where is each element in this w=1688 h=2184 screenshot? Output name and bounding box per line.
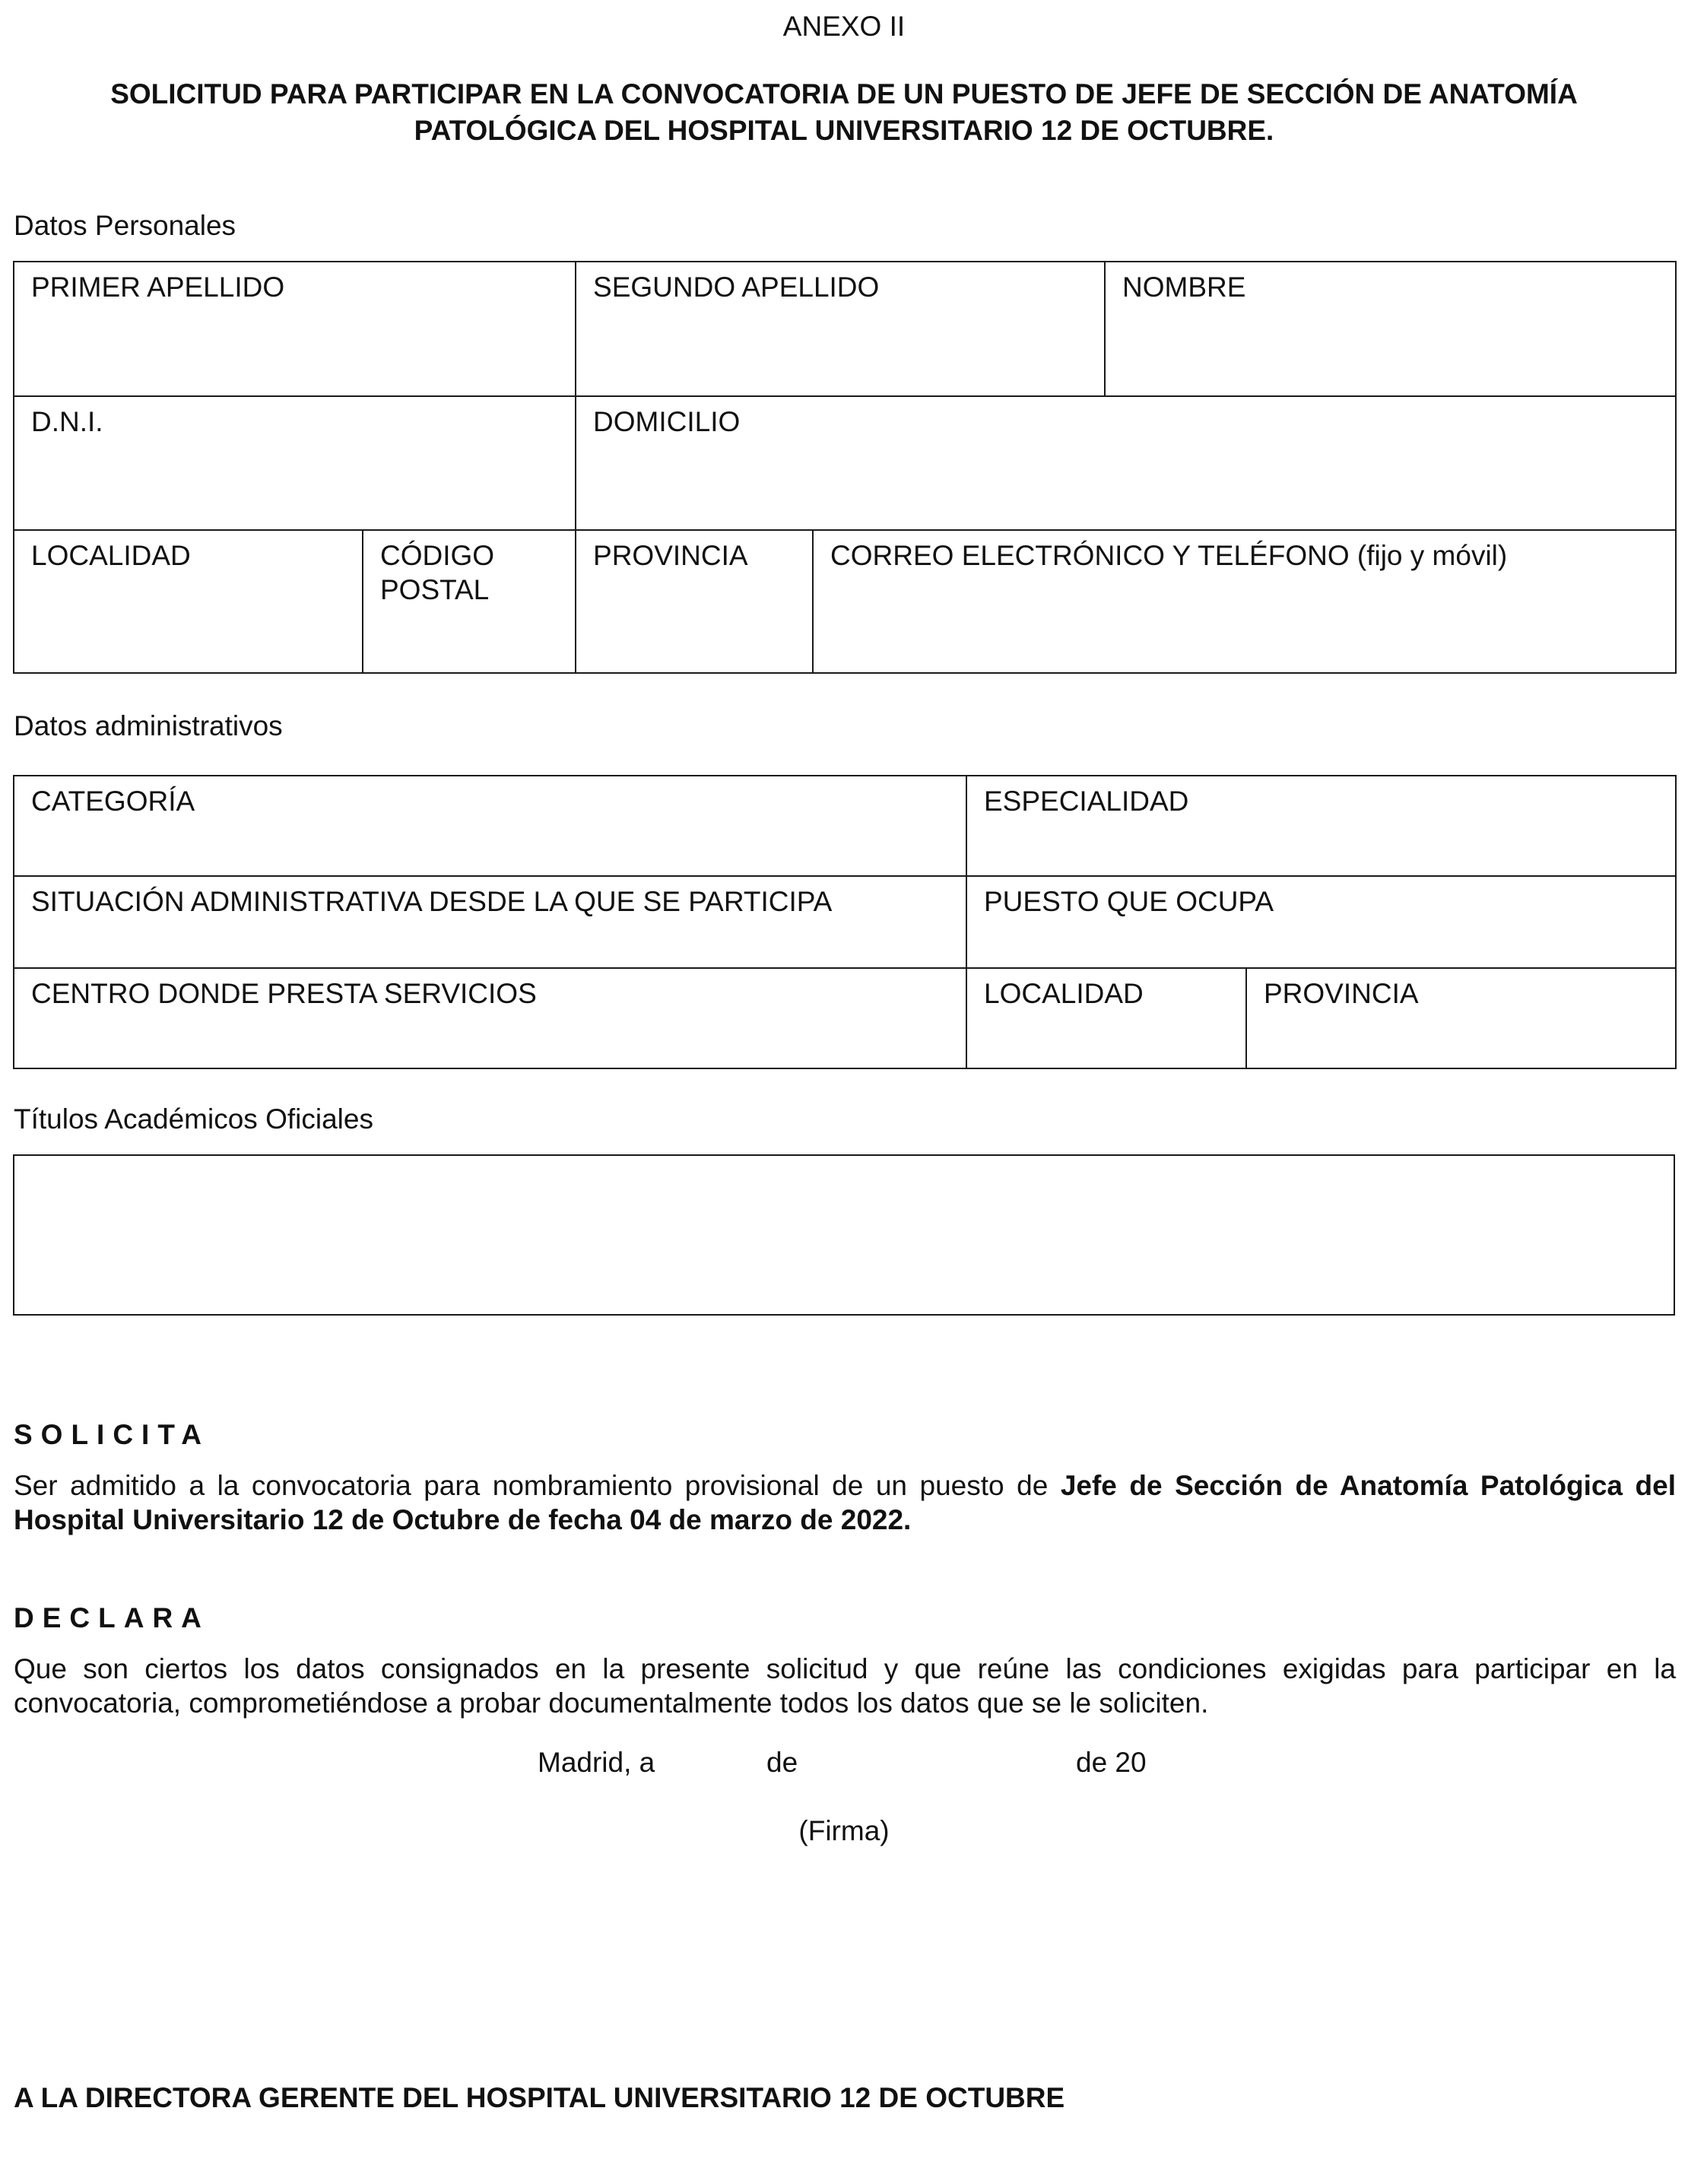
field-provincia[interactable] bbox=[576, 530, 813, 673]
form-title bbox=[68, 76, 1620, 149]
administrative-data-table bbox=[13, 775, 1677, 1069]
annex-label: ANEXO II bbox=[782, 11, 906, 42]
field-situacion-administrativa[interactable] bbox=[14, 876, 966, 968]
field-especialidad-label: ESPECIALIDAD bbox=[984, 786, 1189, 817]
field-titulos-academicos[interactable] bbox=[14, 1155, 1674, 1315]
date-de-label-2: de 20 bbox=[1076, 1747, 1147, 1778]
field-segundo-apellido[interactable] bbox=[576, 262, 1105, 396]
field-categoria[interactable] bbox=[14, 776, 966, 876]
solicita-text-plain: Ser admitido a la convocatoria para nombramiento provisional de un puesto de bbox=[14, 1470, 1061, 1501]
form-title-line-1: SOLICITUD PARA PARTICIPAR EN LA CONVOCATORIA DE UN PUESTO DE JEFE DE SECCIÓN DE ANATOMÍA bbox=[110, 78, 1578, 110]
declara-text: Que son ciertos los datos consignados en la presente solicitud y que reúne las condiciones exigidas para participar en la convocatoria, comprometiéndose a probar documentalmente todos los datos que se le soliciten. bbox=[14, 1653, 1676, 1719]
field-codigo-postal-label-2: POSTAL bbox=[380, 574, 490, 605]
personal-data-table bbox=[13, 261, 1677, 674]
field-primer-apellido[interactable] bbox=[14, 262, 576, 396]
date-madrid-label: Madrid, a bbox=[538, 1747, 655, 1778]
field-admin-localidad[interactable] bbox=[966, 968, 1246, 1068]
administrative-data-label: Datos administrativos bbox=[14, 710, 283, 741]
field-admin-localidad-label: LOCALIDAD bbox=[984, 978, 1144, 1009]
addressee: A LA DIRECTORA GERENTE DEL HOSPITAL UNIVERSITARIO 12 DE OCTUBRE bbox=[14, 2082, 1065, 2113]
field-localidad-label: LOCALIDAD bbox=[31, 540, 191, 571]
solicita-heading: SOLICITA bbox=[14, 1419, 210, 1450]
field-correo-telefono[interactable] bbox=[813, 530, 1676, 673]
academic-titles-label: Títulos Académicos Oficiales bbox=[14, 1103, 373, 1135]
field-puesto-que-ocupa-label: PUESTO QUE OCUPA bbox=[984, 886, 1274, 917]
field-puesto-que-ocupa[interactable] bbox=[966, 876, 1676, 968]
field-correo-telefono-label: CORREO ELECTRÓNICO Y TELÉFONO (fijo y móvil) bbox=[830, 540, 1508, 571]
form-title-line-2: PATOLÓGICA DEL HOSPITAL UNIVERSITARIO 12 DE OCTUBRE. bbox=[414, 115, 1274, 146]
declara-heading: DECLARA bbox=[14, 1602, 210, 1633]
field-domicilio-label: DOMICILIO bbox=[593, 406, 741, 437]
academic-titles-table bbox=[13, 1154, 1675, 1316]
field-codigo-postal[interactable] bbox=[363, 530, 576, 673]
field-dni-label: D.N.I. bbox=[31, 406, 103, 437]
field-especialidad[interactable] bbox=[966, 776, 1676, 876]
field-domicilio[interactable] bbox=[576, 396, 1676, 530]
field-situacion-administrativa-label: SITUACIÓN ADMINISTRATIVA DESDE LA QUE SE PARTICIPA bbox=[31, 886, 833, 917]
solicita-text bbox=[14, 1468, 1676, 1537]
personal-data-label: Datos Personales bbox=[14, 210, 236, 241]
field-admin-provincia-label: PROVINCIA bbox=[1264, 978, 1419, 1009]
field-nombre-label: NOMBRE bbox=[1122, 271, 1246, 303]
field-nombre[interactable] bbox=[1105, 262, 1676, 396]
field-codigo-postal-label-1: CÓDIGO bbox=[380, 540, 495, 571]
field-centro[interactable] bbox=[14, 968, 966, 1068]
field-categoria-label: CATEGORÍA bbox=[31, 786, 195, 817]
field-primer-apellido-label: PRIMER APELLIDO bbox=[31, 271, 285, 303]
field-provincia-label: PROVINCIA bbox=[593, 540, 748, 571]
field-localidad[interactable] bbox=[14, 530, 363, 673]
signature-label: (Firma) bbox=[798, 1815, 890, 1846]
solicita-text-bold: Jefe de Sección de Anatomía Patológica del Hospital Universitario 12 de Octubre de fecha 04 de marzo de 2022. bbox=[14, 1470, 1676, 1535]
field-centro-label: CENTRO DONDE PRESTA SERVICIOS bbox=[31, 978, 537, 1009]
field-dni[interactable] bbox=[14, 396, 576, 530]
date-de-label-1: de bbox=[766, 1747, 798, 1778]
field-segundo-apellido-label: SEGUNDO APELLIDO bbox=[593, 271, 880, 303]
field-admin-provincia[interactable] bbox=[1246, 968, 1676, 1068]
